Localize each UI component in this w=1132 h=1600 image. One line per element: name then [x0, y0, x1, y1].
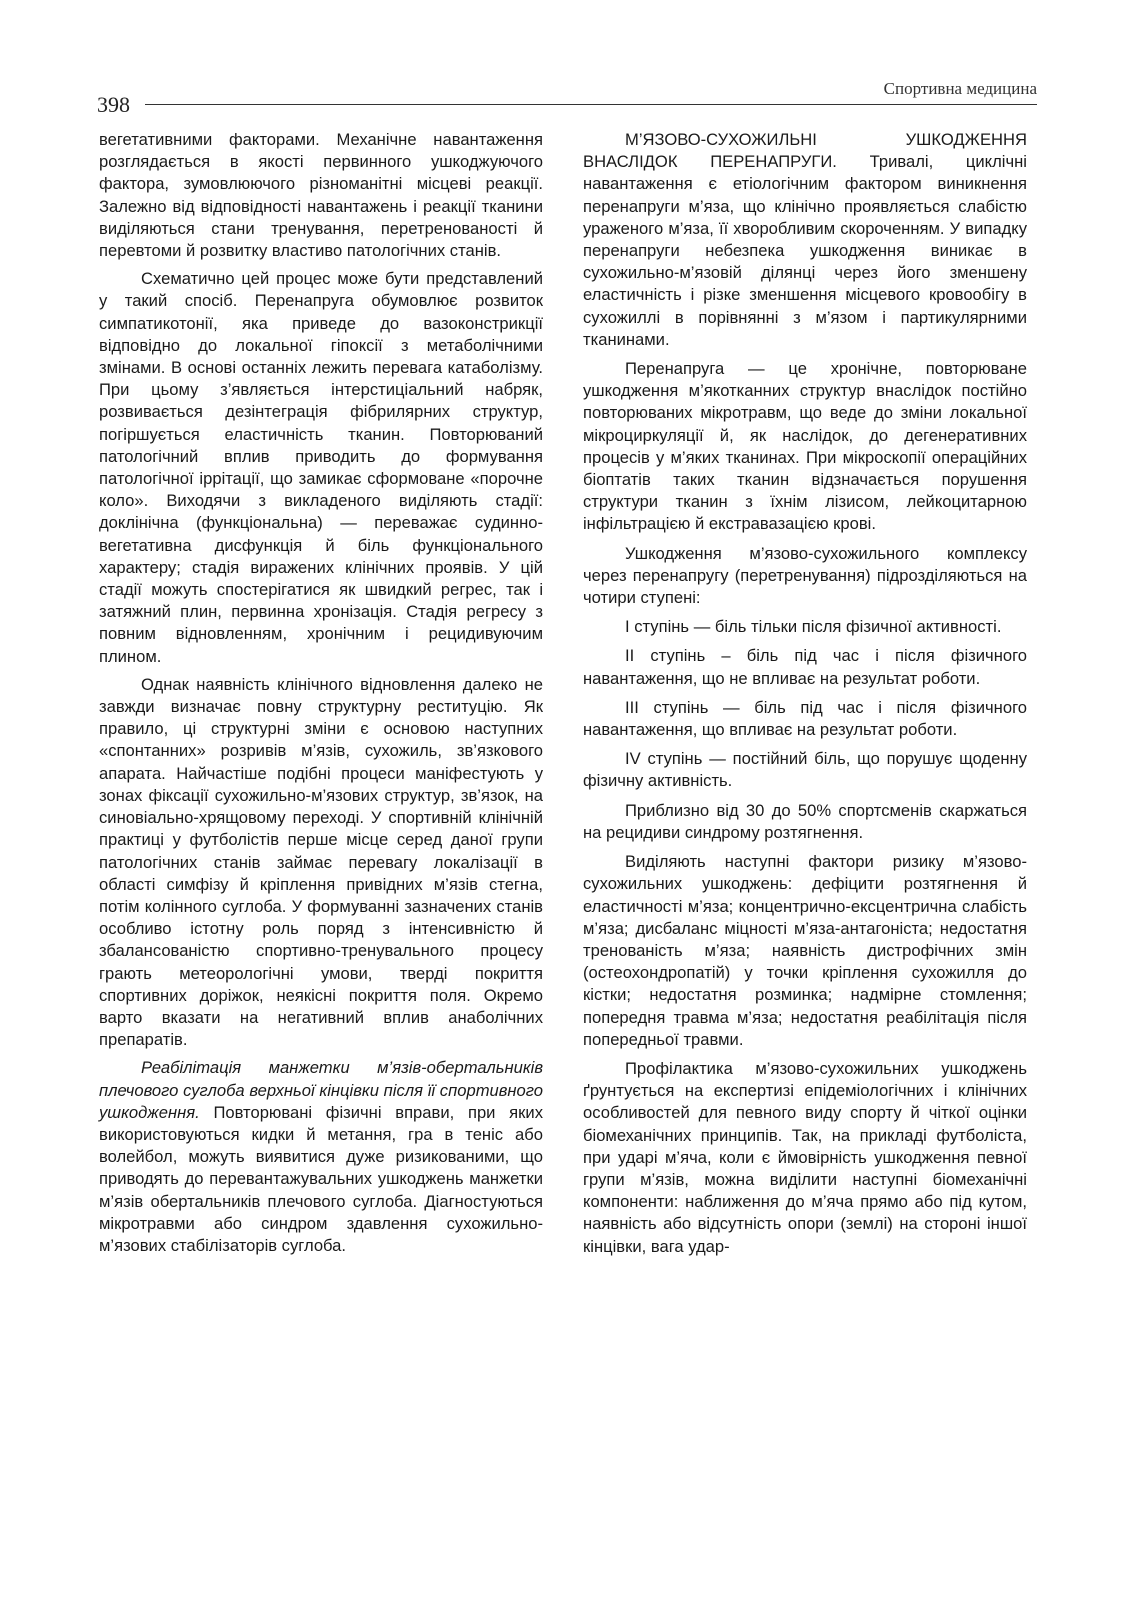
paragraph: Перенапруга — це хронічне, повторюване ушкодження м’якотканних структур внаслідок постійно повторюваних мікротравм, що веде до зміни локальної мікроциркуляції й, як наслідок, до дегенеративних процесів у м’яких тканинах. При мікроскопії операційних біоптатів таких тканин відзначається порушення структури тканин з їхнім лізисом, лейкоцитарною інфільтрацією й екстравазацією крові. — [583, 359, 1027, 534]
page-number: 398 — [97, 92, 130, 117]
paragraph: вегетативними факторами. Механічне навантаження розглядається в якості первинного ушкоджуючого фактора, зумовлюючого різноманітні місцеві реакції. Залежно від відповідності навантажень і реакції тканини виділяються стани тренування, перетренованості й перевтоми й розвитку властиво патологічних станів. — [99, 130, 543, 261]
paragraph: Виділяють наступні фактори ризику м’язово-сухожильних ушкоджень: дефіцити розтягнення й еластичності м’яза; концентрично-ексцентрична слабість м’яза; дисбаланс міцності м’яза-антагоніста; недостатня тренованість м’яза; наявність дистрофічних змін (остеохондропатій) у точки кріплення сухожилля до кістки; недостатня розминка; надмірне стомлення; попередня травма м’яза; недостатня реабілітація після попередньої травми. — [583, 852, 1027, 1049]
header-rule — [145, 104, 1037, 105]
paragraph: Однак наявність клінічного відновлення далеко не завжди визначає повну структурну реституцію. Як правило, ці структурні зміни є основою наступних «спонтанних» розривів м’язів, сухожиль, зв’язкового апарата. Найчастіше подібні процеси маніфестують у зонах фіксації сухожильно-м’язових структур, зв’язок, на синовіально-хрящовому переході. У спортивній клінічній практиці у футболістів перше місце серед даної групи патологічних станів займає перевагу локалізації в області симфізу й кріплення привідних м’язів стегна, потім колінного суглоба. У формуванні зазначених станів особливо істотну роль поряд з інтенсивністю й збалансованістю спортивно-тренувального процесу грають метеорологічні умови, тверді покриття спортивних доріжок, неякісні покриття поля. Окремо варто вказати на негативний вплив анаболічних препаратів. — [99, 674, 543, 1050]
stage-item: IV ступінь — постійний біль, що порушує щоденну фізичну активність. — [583, 749, 1027, 791]
page-header — [97, 76, 1037, 116]
paragraph-text: Тривалі, циклічні навантаження є етіологічним фактором виникнення перенапруги м’яза, що клінічно проявляється слабістю ураженого м’яза, її хворобливим скороченням. У випадку перенапруги небезпека ушкодження виникає в сухожильно-м’язовій ділянці через його зменшену еластичність і різке зменшення місцевого кровообігу в сухожиллі в порівнянні з м’язом і партикулярними тканинами. — [583, 152, 1027, 349]
paragraph-section-start — [583, 129, 1027, 351]
paragraph-rehabilitation — [99, 1057, 543, 1257]
paragraph-text: Повторювані фізичні вправи, при яких використовуються кидки й метання, гра в теніс або волейбол, можуть виявитися дуже ризикованими, що приводять до перевантажувальних ушкоджень манжетки м’язів обертальників плечового суглоба. Діагностуються мікротравми або синдром здавлення сухожильно-м’язових стабілізаторів суглоба. — [99, 1102, 543, 1255]
stage-item: І ступінь — біль тільки після фізичної активності. — [625, 617, 1002, 637]
stage-item: ІІ ступінь – біль під час і після фізичного навантаження, що не впливає на результат роботи. — [583, 646, 1027, 688]
running-title: Спортивна медицина — [883, 79, 1037, 98]
paragraph: Схематично цей процес може бути представлений у такий спосіб. Перенапруга обумовлює розвиток симпатикотонії, яка приведе до вазоконстрикції відповідно до локальної гіпоксії з метаболічними змінами. В основі останніх лежить перевага катаболізму. При цьому з’являється інтерстиціальний набряк, розвивається дезінтеграція фібрилярних структур, погіршується еластичність тканин. Повторюваний патологічний вплив приводить до формування патологічної іррітації, що замикає сформоване «порочне коло». Виходячи з викладеного виділяють стадії: доклінічна (функціональна) — переважає судинно-вегетативна дисфункція й біль функціонального характеру; стадія виражених клінічних проявів. У цій стадії можуть спостерігатися як швидкий регрес, так і затяжний плин, первинна хронізація. Стадія регресу з повним відновленням, хронічним і рецидивуючим плином. — [99, 269, 543, 666]
section-heading: М’ЯЗОВО-СУХОЖИЛЬНІ УШКОДЖЕННЯ ВНАСЛІДОК ПЕРЕНАПРУГИ. — [583, 130, 1027, 172]
left-column — [99, 129, 543, 1263]
paragraph: Приблизно від 30 до 50% спортсменів скаржаться на рецидиви синдрому розтягнення. — [583, 800, 1027, 842]
right-column — [583, 129, 1027, 1265]
stage-item: ІІІ ступінь — біль під час і після фізичного навантаження, що впливає на результат роботи. — [583, 697, 1027, 740]
italic-subheading: Реабілітація манжетки м’язів-обертальників плечового суглоба верхньої кінцівки після її спортивного ушкодження. — [99, 1058, 543, 1122]
paragraph: Профілактика м’язово-сухожильних ушкоджень ґрунтується на експертизі епідеміологічних і клінічних особливостей для певного виду спорту й чіткої оцінки біомеханічних принципів. Так, на прикладі футболіста, при ударі м’яча, коли є ймовірність ушкодження певної групи м’язів, можна виділити наступні біомеханічні компоненти: наближення до м’яча прямо або під кутом, наявність або відсутність опори (землі) на стороні іншої кінцівки, вага удар- — [583, 1058, 1027, 1256]
paragraph: Ушкодження м’язово-сухожильного комплексу через перенапругу (перетренування) підрозділяються на чотири ступені: — [583, 543, 1027, 608]
